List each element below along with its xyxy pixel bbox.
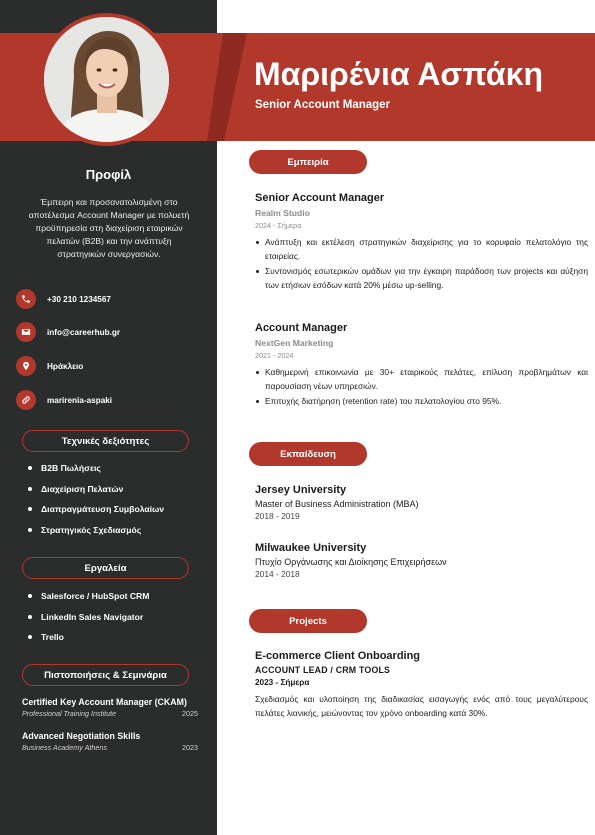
phone-number: +30 210 1234567 <box>47 294 111 304</box>
certification-name: Advanced Negotiation Skills <box>22 731 141 741</box>
education-header: Εκπαίδευση <box>249 442 367 466</box>
list-item: Διαχείριση Πελατών <box>28 479 208 500</box>
project-role: ACCOUNT LEAD / CRM TOOLS <box>255 665 391 675</box>
certifications-header: Πιστοποιήσεις & Σεμινάρια <box>22 664 189 686</box>
list-item: B2B Πωλήσεις <box>28 458 208 479</box>
tools-list <box>28 586 208 648</box>
project-title: E-commerce Client Onboarding <box>255 650 421 662</box>
job-dates: 2021 - 2024 <box>255 351 294 360</box>
job-company: NextGen Marketing <box>255 338 334 348</box>
list-item: Στρατηγικός Σχεδιασμός <box>28 520 208 541</box>
profile-summary: Έμπειρη και προσανατολισμένη στο αποτέλεσμα Account Manager με πολυετή προϋπηρεσία στη διαχείριση εταιρικών πελατών (B2B) και την ανάπτυξη στρατηγικών συνεργασιών. <box>28 197 190 259</box>
certification-year: 2025 <box>182 709 198 718</box>
project-description: Σχεδιασμός και υλοποίηση της διαδικασίας εισαγωγής ενός από τους μεγαλύτερους πελάτες λιανικής, μειώνοντας τον χρόνο onboarding κατά 30%. <box>255 694 588 718</box>
email-icon <box>16 322 36 342</box>
education-years: 2014 - 2018 <box>255 569 300 579</box>
project-item <box>255 650 588 720</box>
certification-issuer: Professional Training Institute <box>22 709 117 718</box>
avatar <box>40 13 173 146</box>
email-address[interactable]: info@careerhub.gr <box>47 327 121 337</box>
list-item: LinkedIn Sales Navigator <box>28 607 208 628</box>
profile-link[interactable]: marirenia-aspaki <box>47 395 113 405</box>
list-item: Συντονισμός εσωτερικών ομάδων για την έγκαιρη παράδοση των projects και αύξηση των ετήσιων εσόδων κατά 20% μέσω up-selling. <box>255 265 588 292</box>
experience-header: Εμπειρία <box>249 150 367 174</box>
projects-header: Projects <box>249 609 367 633</box>
tools-header: Εργαλεία <box>22 557 189 579</box>
profile-title: Προφίλ <box>85 167 132 182</box>
job-company: Realm Studio <box>255 208 310 218</box>
certification-name: Certified Key Account Manager (CKAM) <box>22 697 187 707</box>
candidate-name: Μαριρένια Ασπάκη <box>254 56 543 92</box>
contact-email <box>16 321 206 343</box>
education-item <box>255 484 585 521</box>
link-icon <box>16 390 36 410</box>
degree-name: Πτυχίο Οργάνωσης και Διοίκησης Επιχειρήσεων <box>255 557 447 567</box>
profile-photo <box>44 17 169 142</box>
list-item: Καθημερινή επικοινωνία με 30+ εταιρικούς πελάτες, επίλυση προβλημάτων και παρουσίαση νέων υπηρεσιών. <box>255 366 588 393</box>
certification-year: 2023 <box>182 743 198 752</box>
certification-item <box>22 731 198 752</box>
location-text: Ηράκλειο <box>47 361 84 371</box>
degree-name: Master of Business Administration (MBA) <box>255 499 419 509</box>
job-title: Account Manager <box>255 322 348 334</box>
school-name: Jersey University <box>255 484 347 496</box>
candidate-role: Senior Account Manager <box>255 99 391 111</box>
phone-icon <box>16 289 36 309</box>
education-years: 2018 - 2019 <box>255 511 300 521</box>
experience-item <box>255 192 588 294</box>
education-item <box>255 542 585 579</box>
contact-location <box>16 355 206 377</box>
list-item: Διαπραγμάτευση Συμβολαίων <box>28 499 208 520</box>
list-item: Επιτυχής διατήρηση (retention rate) του πελατολογίου στο 95%. <box>255 395 588 409</box>
job-title: Senior Account Manager <box>255 192 385 204</box>
skills-header: Τεχνικές δεξιότητες <box>22 430 189 452</box>
project-dates: 2023 - Σήμερα <box>255 678 310 687</box>
certification-issuer: Business Academy Athens <box>22 743 107 752</box>
school-name: Milwaukee University <box>255 542 367 554</box>
contact-link <box>16 389 206 411</box>
location-icon <box>16 356 36 376</box>
certification-item <box>22 697 198 718</box>
list-item: Ανάπτυξη και εκτέλεση στρατηγικών διαχείρισης για το κορυφαίο πελατολόγιο της εταιρείας. <box>255 236 588 263</box>
list-item: Salesforce / HubSpot CRM <box>28 586 208 607</box>
job-dates: 2024 - Σήμερα <box>255 221 302 230</box>
experience-item <box>255 322 588 411</box>
skills-list <box>28 458 208 540</box>
list-item: Trello <box>28 627 208 648</box>
contact-phone <box>16 288 206 310</box>
